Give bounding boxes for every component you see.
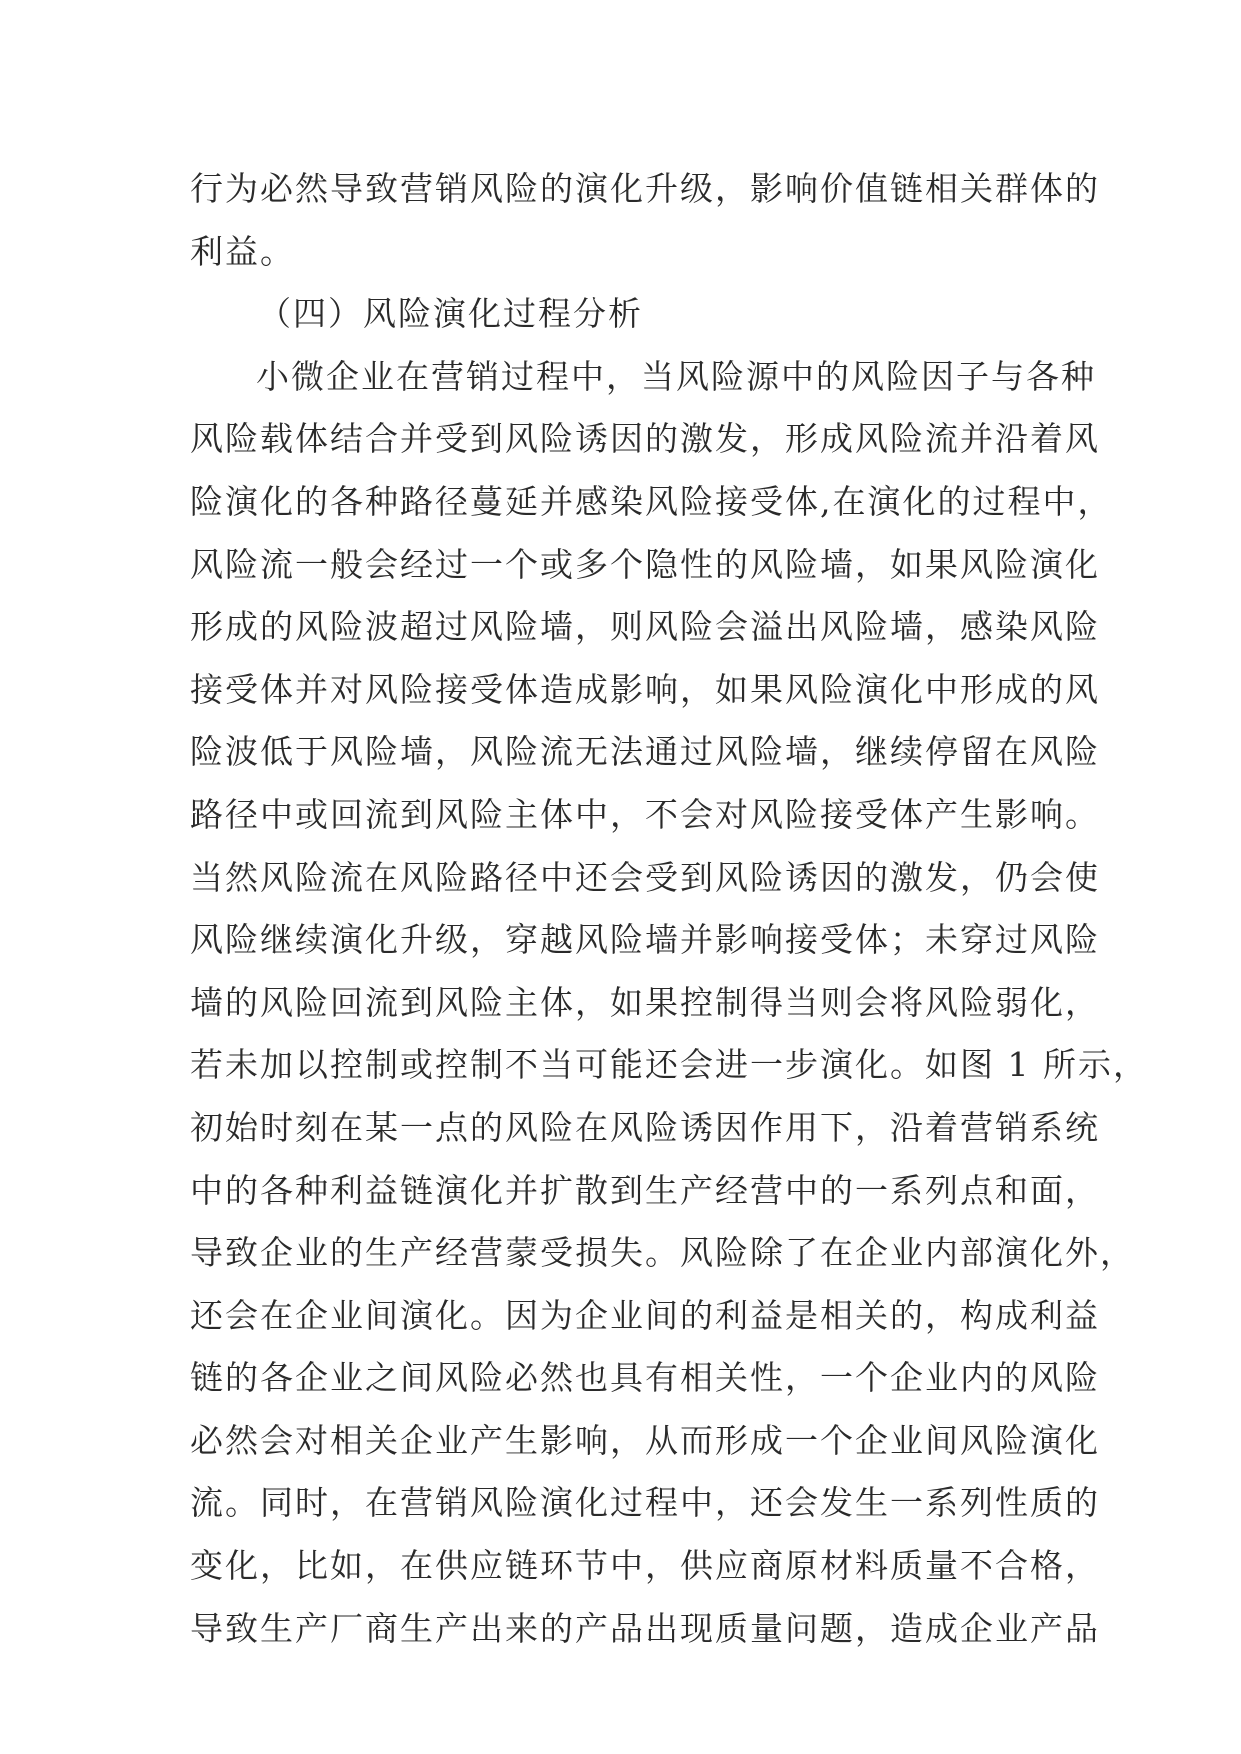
paragraph-line: 初始时刻在某一点的风险在风险诱因作用下，沿着营销系统 <box>190 1107 1100 1147</box>
paragraph-line: 风险载体结合并受到风险诱因的激发，形成风险流并沿着风 <box>190 419 1100 459</box>
paragraph-line: 形成的风险波超过风险墙，则风险会溢出风险墙，感染风险 <box>190 607 1100 647</box>
paragraph-line: 险演化的各种路径蔓延并感染风险接受体,在演化的过程中， <box>190 481 1113 521</box>
paragraph-line: 风险流一般会经过一个或多个隐性的风险墙，如果风险演化 <box>190 544 1100 584</box>
paragraph-line: 必然会对相关企业产生影响，从而形成一个企业间风险演化 <box>190 1420 1100 1460</box>
paragraph-line: 若未加以控制或控制不当可能还会进一步演化。如图 1 所示， <box>190 1045 1148 1085</box>
paragraph-line: 导致企业的生产经营蒙受损失。风险除了在企业内部演化外， <box>190 1233 1135 1273</box>
paragraph-line: 变化，比如，在供应链环节中，供应商原材料质量不合格， <box>190 1546 1100 1586</box>
paragraph-line: 导致生产厂商生产出来的产品出现质量问题，造成企业产品 <box>190 1608 1100 1648</box>
paragraph-line: 链的各企业之间风险必然也具有相关性，一个企业内的风险 <box>190 1358 1100 1398</box>
paragraph-line: 险波低于风险墙，风险流无法通过风险墙，继续停留在风险 <box>190 732 1100 772</box>
paragraph-line: 中的各种利益链演化并扩散到生产经营中的一系列点和面， <box>190 1170 1100 1210</box>
document-body <box>190 158 1148 1660</box>
paragraph-line: 小微企业在营销过程中，当风险源中的风险因子与各种 <box>256 356 1096 396</box>
paragraph-line: 当然风险流在风险路径中还会受到风险诱因的激发，仍会使 <box>190 857 1100 897</box>
paragraph-line: 风险继续演化升级，穿越风险墙并影响接受体；未穿过风险 <box>190 920 1100 960</box>
paragraph-line: 还会在企业间演化。因为企业间的利益是相关的，构成利益 <box>190 1295 1100 1335</box>
paragraph-line: 墙的风险回流到风险主体，如果控制得当则会将风险弱化， <box>190 982 1100 1022</box>
paragraph-line: 接受体并对风险接受体造成影响，如果风险演化中形成的风 <box>190 669 1100 709</box>
paragraph-line: 行为必然导致营销风险的演化升级，影响价值链相关群体的 <box>190 169 1100 208</box>
paragraph-line: 流。同时，在营销风险演化过程中，还会发生一系列性质的 <box>190 1483 1100 1523</box>
paragraph-line: 路径中或回流到风险主体中，不会对风险接受体产生影响。 <box>190 794 1100 834</box>
section-heading: （四）风险演化过程分析 <box>258 294 643 334</box>
paragraph-line: 利益。 <box>190 231 295 271</box>
